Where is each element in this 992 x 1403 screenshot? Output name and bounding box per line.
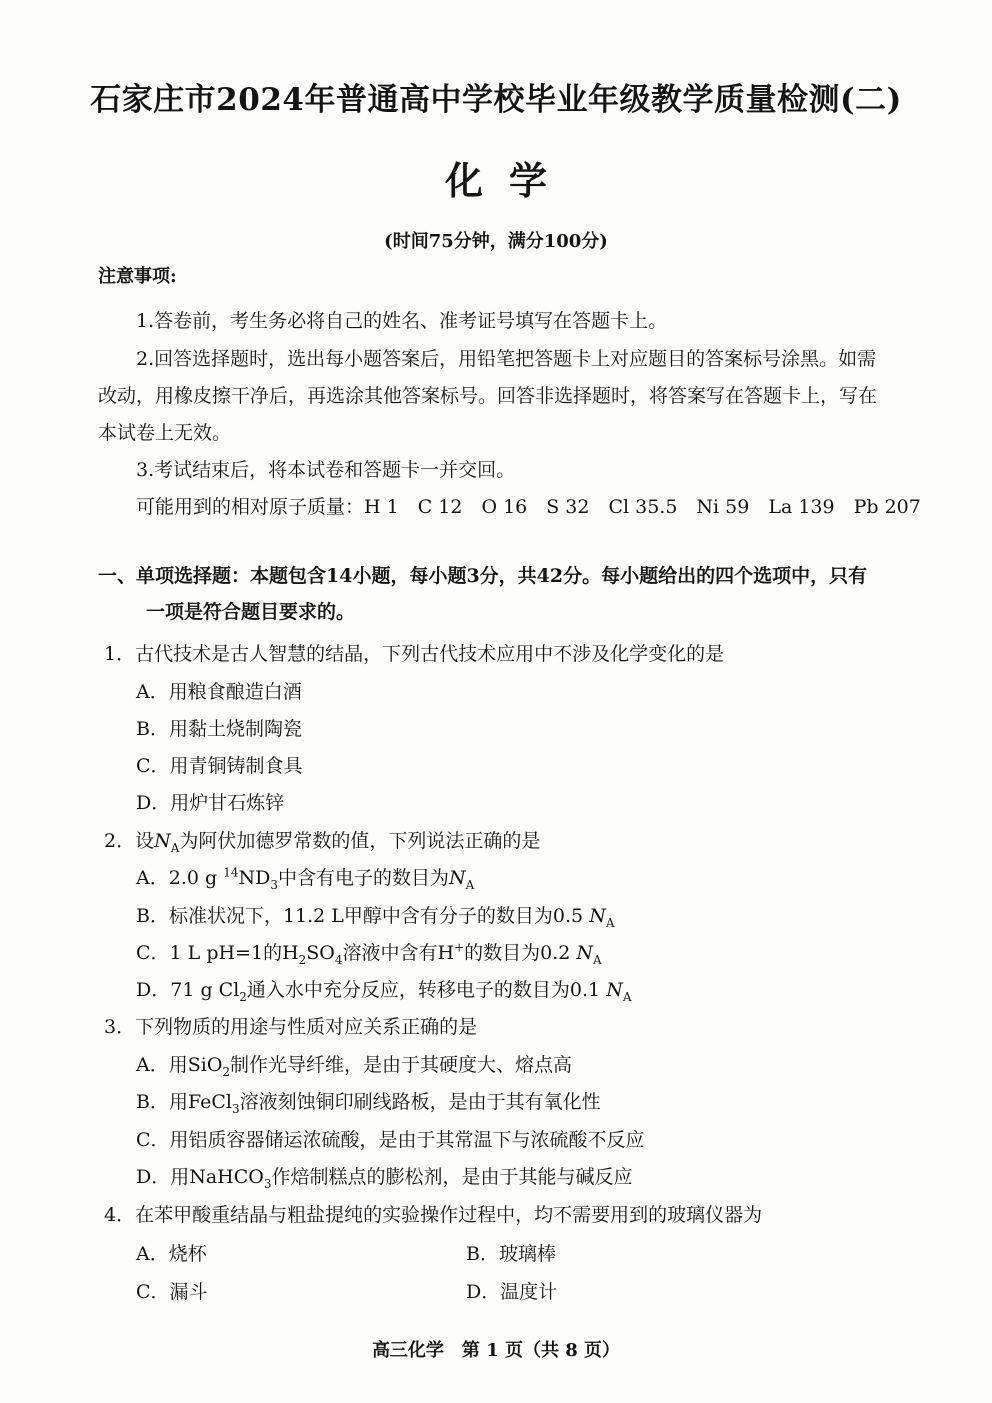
q2-option-c — [136, 938, 602, 967]
page-footer: 高三化学 第 1 页（共 8 页） — [371, 1340, 621, 1361]
q3-a-sub: 2 — [222, 1064, 231, 1079]
q1-option-d: D．用炉甘石炼锌 — [136, 792, 285, 814]
q2-c-sub2: 4 — [334, 952, 343, 967]
q3-option-b — [136, 1087, 601, 1116]
q1-option-c: C．用青铜铸制食具 — [136, 755, 303, 777]
exam-title: 石家庄市2024年普通高中学校毕业年级教学质量检测(二) — [90, 82, 902, 118]
q3-a-text: A．用SiO — [136, 1054, 223, 1076]
avogadro-symbol: N — [154, 830, 171, 852]
avogadro-symbol: N — [589, 905, 606, 927]
q3-d-sub: 3 — [263, 1176, 272, 1191]
atomic-mass-line: 可能用到的相对原子质量：H 1 C 12 O 16 S 32 Cl 35.5 Ni 59 La 139 Pb 207 — [136, 496, 921, 518]
q2-c-tail: 的数目为0.2 — [464, 942, 577, 964]
notes-heading: 注意事项: — [98, 266, 177, 287]
q2-d-tail: 通入水中充分反应，转移电子的数目为0.1 — [246, 979, 607, 1001]
avogadro-symbol: N — [606, 979, 623, 1001]
q4-option-d: D．温度计 — [466, 1281, 558, 1303]
q2-b-text: B．标准状况下，11.2 L甲醇中含有分子的数目为0.5 — [136, 905, 590, 927]
q2-a-formula: ND — [238, 867, 271, 889]
q2-a-tail: 中含有电子的数目为 — [277, 867, 449, 889]
section-1-heading — [98, 558, 938, 630]
q2-a-text: A．2.0 g — [136, 867, 224, 889]
q3-option-a — [136, 1050, 572, 1079]
avogadro-symbol: N — [448, 867, 466, 889]
q2-c-text: C．1 L pH=1的H — [136, 942, 299, 964]
q3-stem: 3．下列物质的用途与性质对应关系正确的是 — [104, 1016, 478, 1038]
q3-d-text: D．用NaHCO — [136, 1166, 264, 1188]
q1-stem: 1．古代技术是古人智慧的结晶，下列古代技术应用中不涉及化学变化的是 — [104, 643, 725, 665]
section-1-heading-line-1: 一、单项选择题：本题包含14小题，每小题3分，共42分。每小题给出的四个选项中，只有 — [98, 565, 868, 587]
q2-d-sub: 2 — [239, 989, 247, 1004]
time-info: (时间75分钟，满分100分) — [384, 231, 608, 252]
q4-stem: 4．在苯甲酸重结晶与粗盐提纯的实验操作过程中，均不需要用到的玻璃仪器为 — [104, 1204, 763, 1226]
q3-b-text: B．用FeCl — [136, 1091, 232, 1113]
q3-d-tail: 作焙制糕点的膨松剂，是由于其能与碱反应 — [271, 1166, 633, 1188]
q4-option-a: A．烧杯 — [136, 1243, 207, 1265]
q2-option-d — [136, 975, 631, 1004]
avogadro-subscript: A — [465, 877, 475, 892]
q2-stem-post: 为阿伏加德罗常数的值，下列说法正确的是 — [179, 830, 541, 852]
avogadro-subscript: A — [605, 915, 615, 930]
note-item-1: 1.答卷前，考生务必将自己的姓名、准考证号填写在答题卡上。 — [136, 310, 668, 332]
q1-option-a: A．用粮食酿造白酒 — [136, 681, 302, 703]
q3-option-d — [136, 1162, 633, 1191]
q4-option-b: B．玻璃棒 — [466, 1243, 556, 1265]
q2-stem-pre: 2．设 — [104, 830, 155, 852]
q2-c-sub1: 2 — [298, 952, 307, 967]
subject-title: 化学 — [444, 158, 573, 203]
q2-option-b — [136, 901, 614, 930]
q3-option-c: C．用铝质容器储运浓硫酸，是由于其常温下与浓硫酸不反应 — [136, 1129, 645, 1151]
section-1-heading-line-2: 一项是符合题目要求的。 — [146, 601, 356, 623]
note-item-2-line-3: 本试卷上无效。 — [98, 422, 232, 444]
q3-b-tail: 溶液刻蚀铜印刷线路板，是由于其有氧化性 — [239, 1091, 601, 1113]
q2-c-formula: SO — [306, 942, 335, 964]
avogadro-subscript: A — [170, 840, 180, 855]
q2-option-a — [136, 863, 474, 892]
q3-b-sub: 3 — [231, 1101, 240, 1116]
avogadro-subscript: A — [593, 952, 602, 967]
q2-stem — [104, 826, 540, 855]
q1-option-b: B．用黏土烧制陶瓷 — [136, 718, 302, 740]
q2-a-sub: 3 — [270, 877, 278, 892]
q2-a-isotope: 14 — [223, 865, 239, 880]
q4-option-c: C．漏斗 — [136, 1281, 208, 1303]
avogadro-symbol: N — [576, 942, 594, 964]
q2-d-text: D．71 g Cl — [136, 979, 240, 1001]
note-item-2-line-1: 2.回答选择题时，选出每小题答案后，用铅笔把答题卡上对应题目的答案标号涂黑。如需 — [136, 348, 877, 370]
note-item-3: 3.考试结束后，将本试卷和答题卡一并交回。 — [136, 459, 516, 481]
q2-c-mid: 溶液中含有H — [342, 942, 455, 964]
q2-c-charge: + — [454, 940, 465, 955]
avogadro-subscript: A — [622, 989, 632, 1004]
note-item-2-line-2: 改动，用橡皮擦干净后，再选涂其他答案标号。回答非选择题时，将答案写在答题卡上，写在 — [98, 385, 878, 407]
q3-a-tail: 制作光导纤维，是由于其硬度大、熔点高 — [230, 1054, 573, 1076]
